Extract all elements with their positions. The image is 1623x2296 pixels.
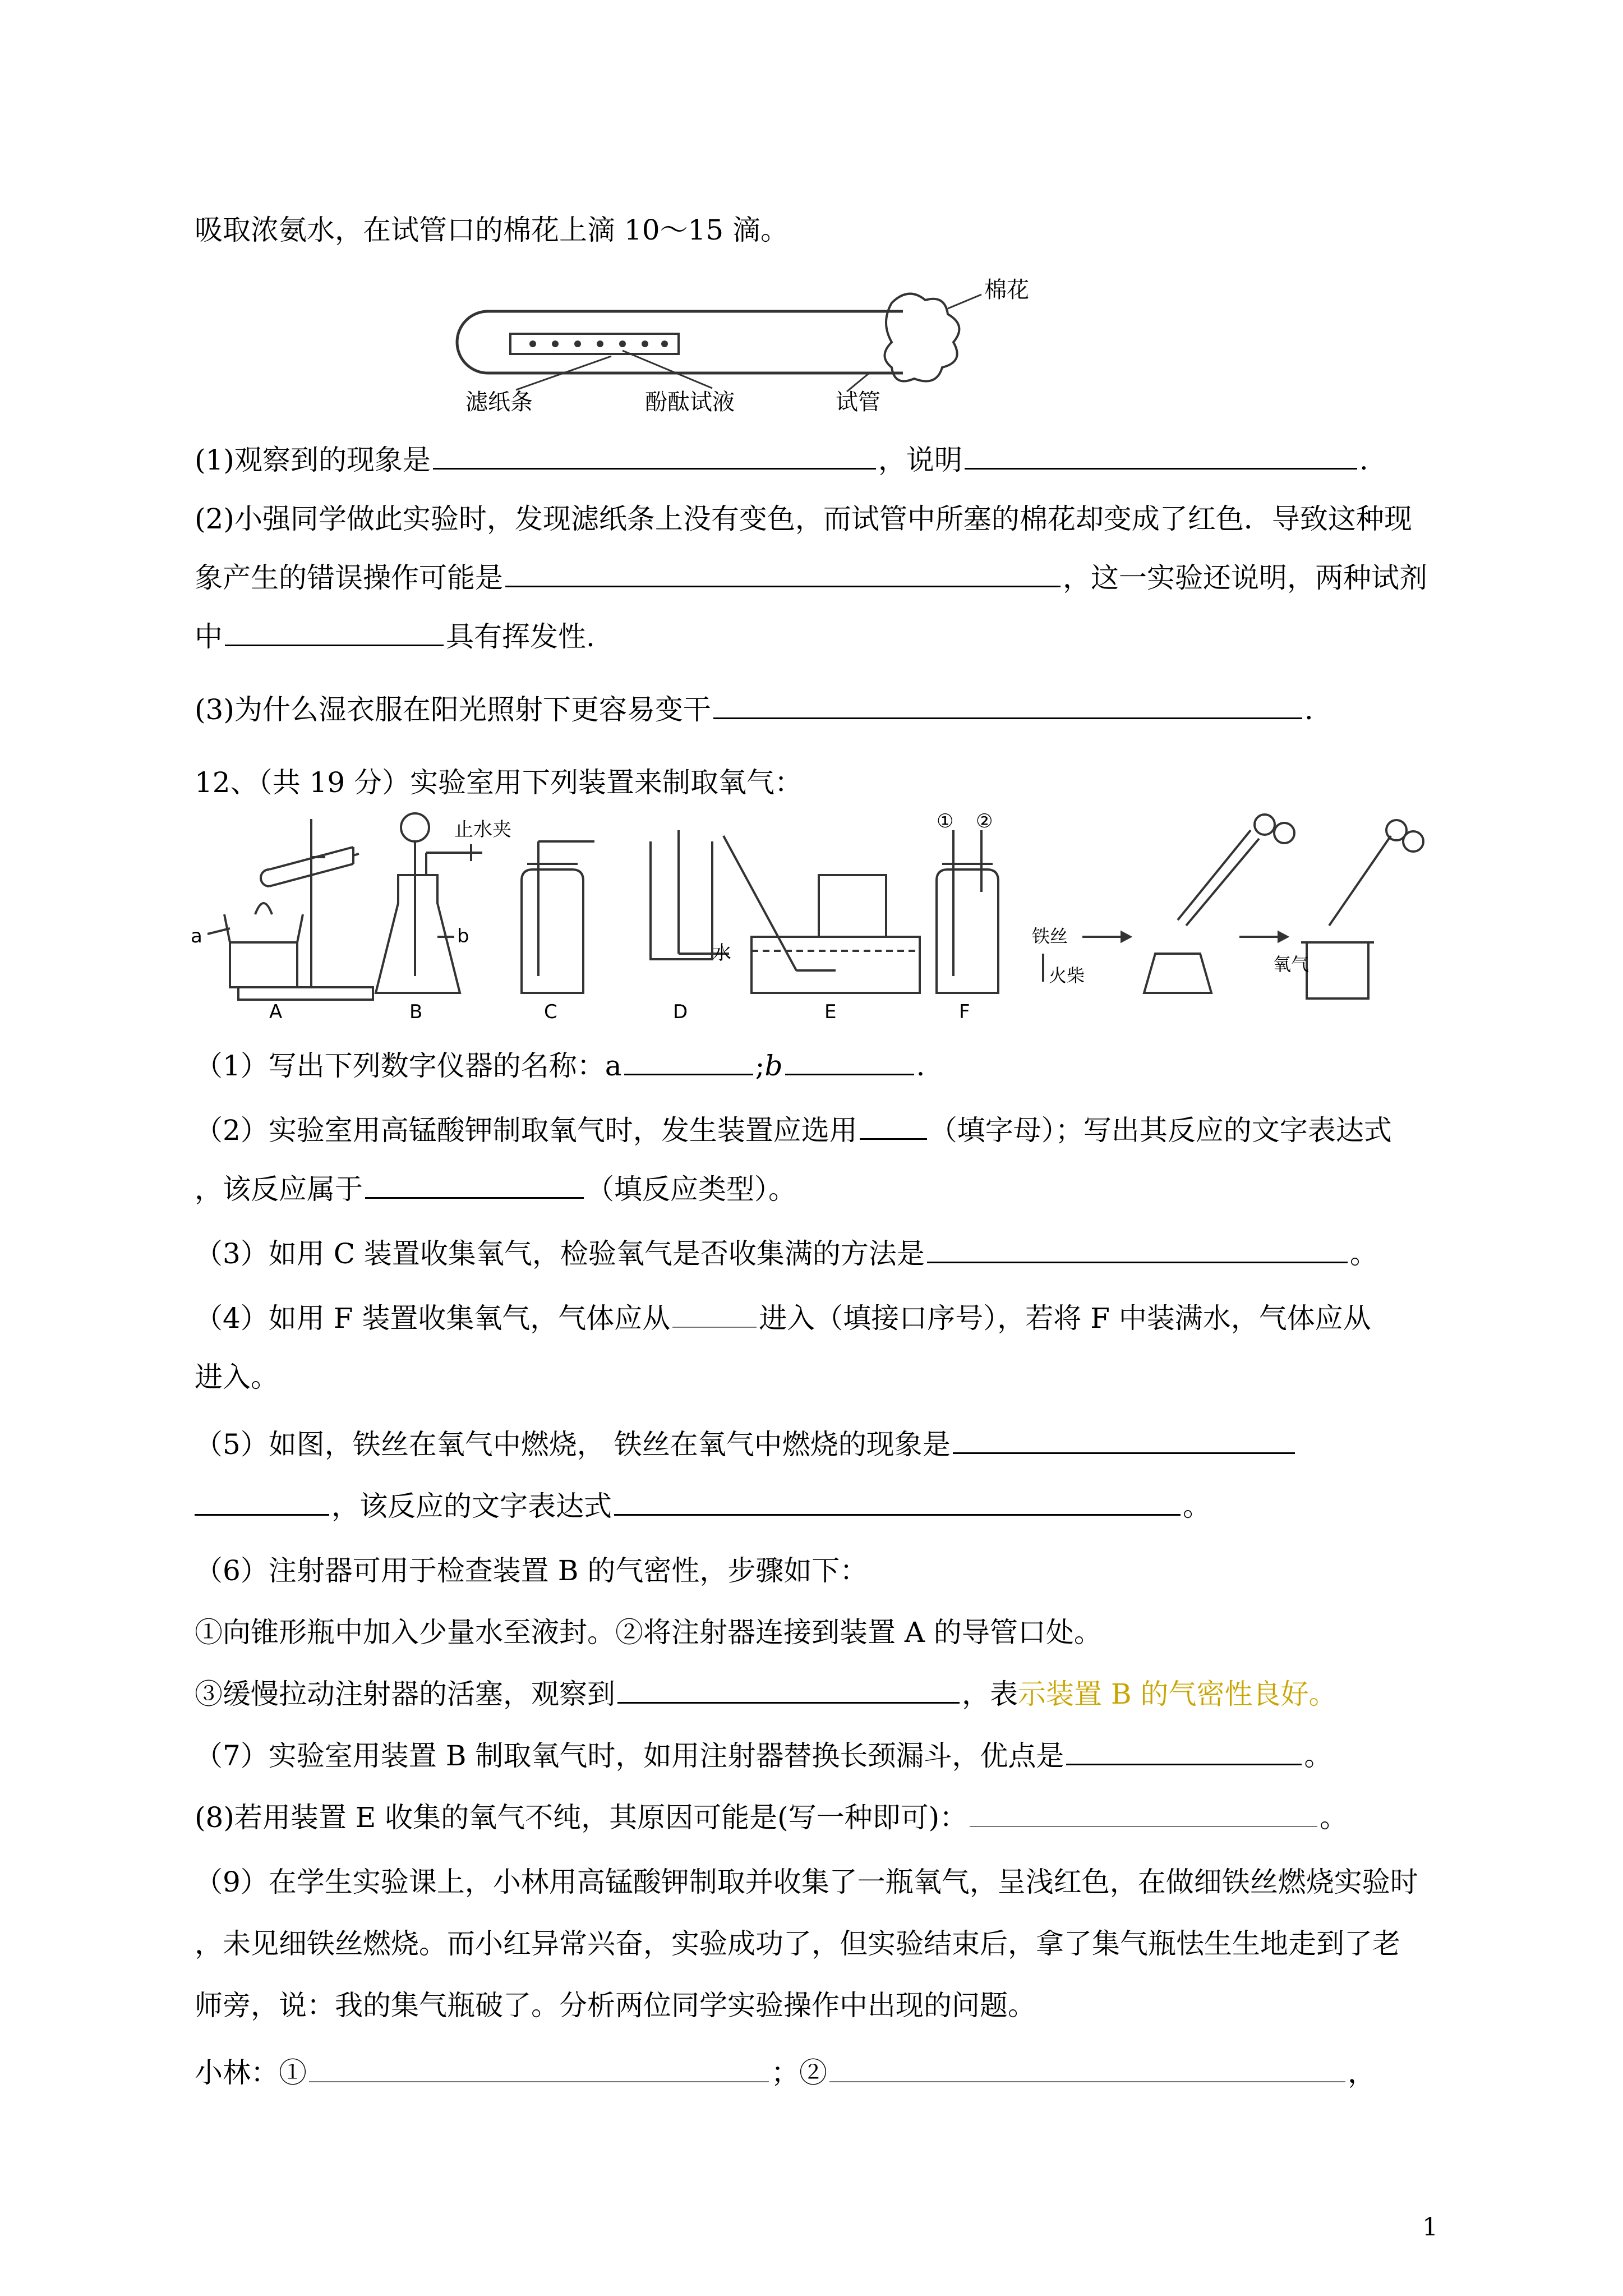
- page-number: 1: [1422, 2213, 1438, 2242]
- q12-line-4: （3）如用 C 装置收集氧气，检验氧气是否收集满的方法是 。: [195, 1237, 1378, 1270]
- apparatus-C: [522, 841, 594, 993]
- label-clamp: 止水夹: [454, 818, 511, 841]
- answer-blank[interactable]: [970, 1801, 1317, 1827]
- q12-title: 12、（共 19 分）实验室用下列装置来制取氧气：: [195, 766, 803, 799]
- answer-blank[interactable]: [617, 1677, 960, 1704]
- label-filter-paper: 滤纸条: [465, 389, 533, 415]
- answer-blank[interactable]: [713, 693, 1302, 719]
- label-A: A: [269, 1001, 283, 1021]
- answer-blank[interactable]: [365, 1172, 584, 1199]
- label-B: B: [409, 1001, 423, 1021]
- q12-line-8: ，该反应的文字表达式 。: [195, 1489, 1211, 1523]
- q12-line-7: （5）如图，铁丝在氧气中燃烧， 铁丝在氧气中燃烧的现象是: [195, 1428, 1297, 1461]
- q12-line-6: 进入。: [195, 1361, 279, 1393]
- label-port-1: ①: [937, 810, 954, 832]
- iron-burning-setup: [1043, 815, 1423, 999]
- label-tube: 试管: [836, 389, 880, 415]
- answer-blank[interactable]: [927, 1237, 1348, 1263]
- label-D: D: [673, 1001, 688, 1021]
- answer-blank[interactable]: [195, 1489, 329, 1516]
- label-phenol: 酚酞试液: [645, 389, 735, 415]
- tube-outline: [457, 311, 903, 373]
- answer-blank[interactable]: [624, 1049, 753, 1075]
- intro-text: 吸取浓氨水，在试管口的棉花上滴 10～15 滴。: [195, 214, 789, 246]
- q11-line-2: (2)小强同学做此实验时，发现滤纸条上没有变色，而试管中所塞的棉花却变成了红色．导致这种现: [195, 503, 1412, 535]
- answer-blank[interactable]: [433, 443, 876, 470]
- answer-blank[interactable]: [614, 1489, 1181, 1516]
- apparatus-A: [208, 819, 373, 1000]
- intro-line: [195, 213, 789, 247]
- answer-blank[interactable]: [829, 2056, 1345, 2082]
- apparatus-E: [723, 836, 920, 993]
- label-iron: 铁丝: [1032, 926, 1068, 947]
- q11-line-5: (3)为什么湿衣服在阳光照射下更容易变干 .: [195, 693, 1313, 726]
- label-oxygen: 氧气: [1273, 954, 1310, 975]
- apparatus-D: [651, 830, 729, 959]
- apparatus-figure: [191, 808, 1424, 1021]
- q12-line-11: ③缓慢拉动注射器的活塞，观察到 ，表示装置 B 的气密性良好。: [195, 1678, 1337, 1710]
- label-water: 水: [712, 942, 731, 964]
- label-b: b: [457, 925, 469, 947]
- answer-blank[interactable]: [505, 561, 1061, 587]
- q12-line-17: 小林：① ；② ，: [195, 2056, 1376, 2089]
- apparatus-F: [937, 830, 998, 993]
- q12-line-5: （4）如用 F 装置收集氧气，气体应从 进入（填接口序号），若将 F 中装满水，气体应从: [195, 1302, 1371, 1335]
- q12-line-9: （6）注射器可用于检查装置 B 的气密性，步骤如下：: [195, 1554, 868, 1587]
- label-match: 火柴: [1049, 965, 1085, 986]
- answer-blank[interactable]: [965, 443, 1357, 470]
- q11-line-4: 中 具有挥发性.: [195, 620, 595, 653]
- answer-blank[interactable]: [953, 1428, 1295, 1454]
- q12-line-15: ，未见细铁丝燃烧。而小红异常兴奋，实验成功了，但实验结束后，拿了集气瓶怯生生地走到了老: [195, 1927, 1400, 1960]
- label-C: C: [544, 1001, 557, 1021]
- label-E: E: [824, 1001, 837, 1021]
- answer-blank[interactable]: [1066, 1739, 1302, 1765]
- q12-line-12: （7）实验室用装置 B 制取氧气时，如用注射器替换长颈漏斗，优点是 。: [195, 1740, 1332, 1772]
- phenol-drops: [529, 341, 668, 347]
- q12-line-16: 师旁，说：我的集气瓶破了。分析两位同学实验操作中出现的问题。: [195, 1989, 1036, 2022]
- label-a: a: [191, 925, 202, 947]
- answer-blank[interactable]: [672, 1302, 757, 1328]
- answer-blank[interactable]: [225, 620, 444, 646]
- q12-line-14: （9）在学生实验课上，小林用高锰酸钾制取并收集了一瓶氧气，呈浅红色，在做细铁丝燃烧实验时: [195, 1866, 1418, 1898]
- label-port-2: ②: [976, 810, 993, 832]
- answer-blank[interactable]: [785, 1049, 914, 1075]
- q11-line-3: 象产生的错误操作可能是 ，这一实验还说明，两种试剂: [195, 562, 1427, 594]
- q12-line-3: ，该反应属于 （填反应类型）。: [195, 1173, 796, 1205]
- answer-blank[interactable]: [860, 1114, 927, 1140]
- q12-line-2: （2）实验室用高锰酸钾制取氧气时，发生装置应选用 （填字母）；写出其反应的文字表达式: [195, 1114, 1392, 1147]
- q11-line-1: (1)观察到的现象是 ，说明 .: [195, 444, 1368, 476]
- label-F: F: [959, 1001, 970, 1021]
- q12-line-10: ①向锥形瓶中加入少量水至液封。②将注射器连接到装置 A 的导管口处。: [195, 1616, 1102, 1649]
- q12-line-13: (8)若用装置 E 收集的氧气不纯，其原因可能是(写一种即可)： 。: [195, 1801, 1348, 1834]
- test-tube-figure: [443, 264, 1060, 415]
- q12-line-1: （1）写出下列数字仪器的名称：a ;b .: [195, 1050, 925, 1082]
- answer-blank[interactable]: [309, 2056, 769, 2082]
- label-cotton: 棉花: [984, 277, 1029, 303]
- cotton-plug: [885, 294, 960, 381]
